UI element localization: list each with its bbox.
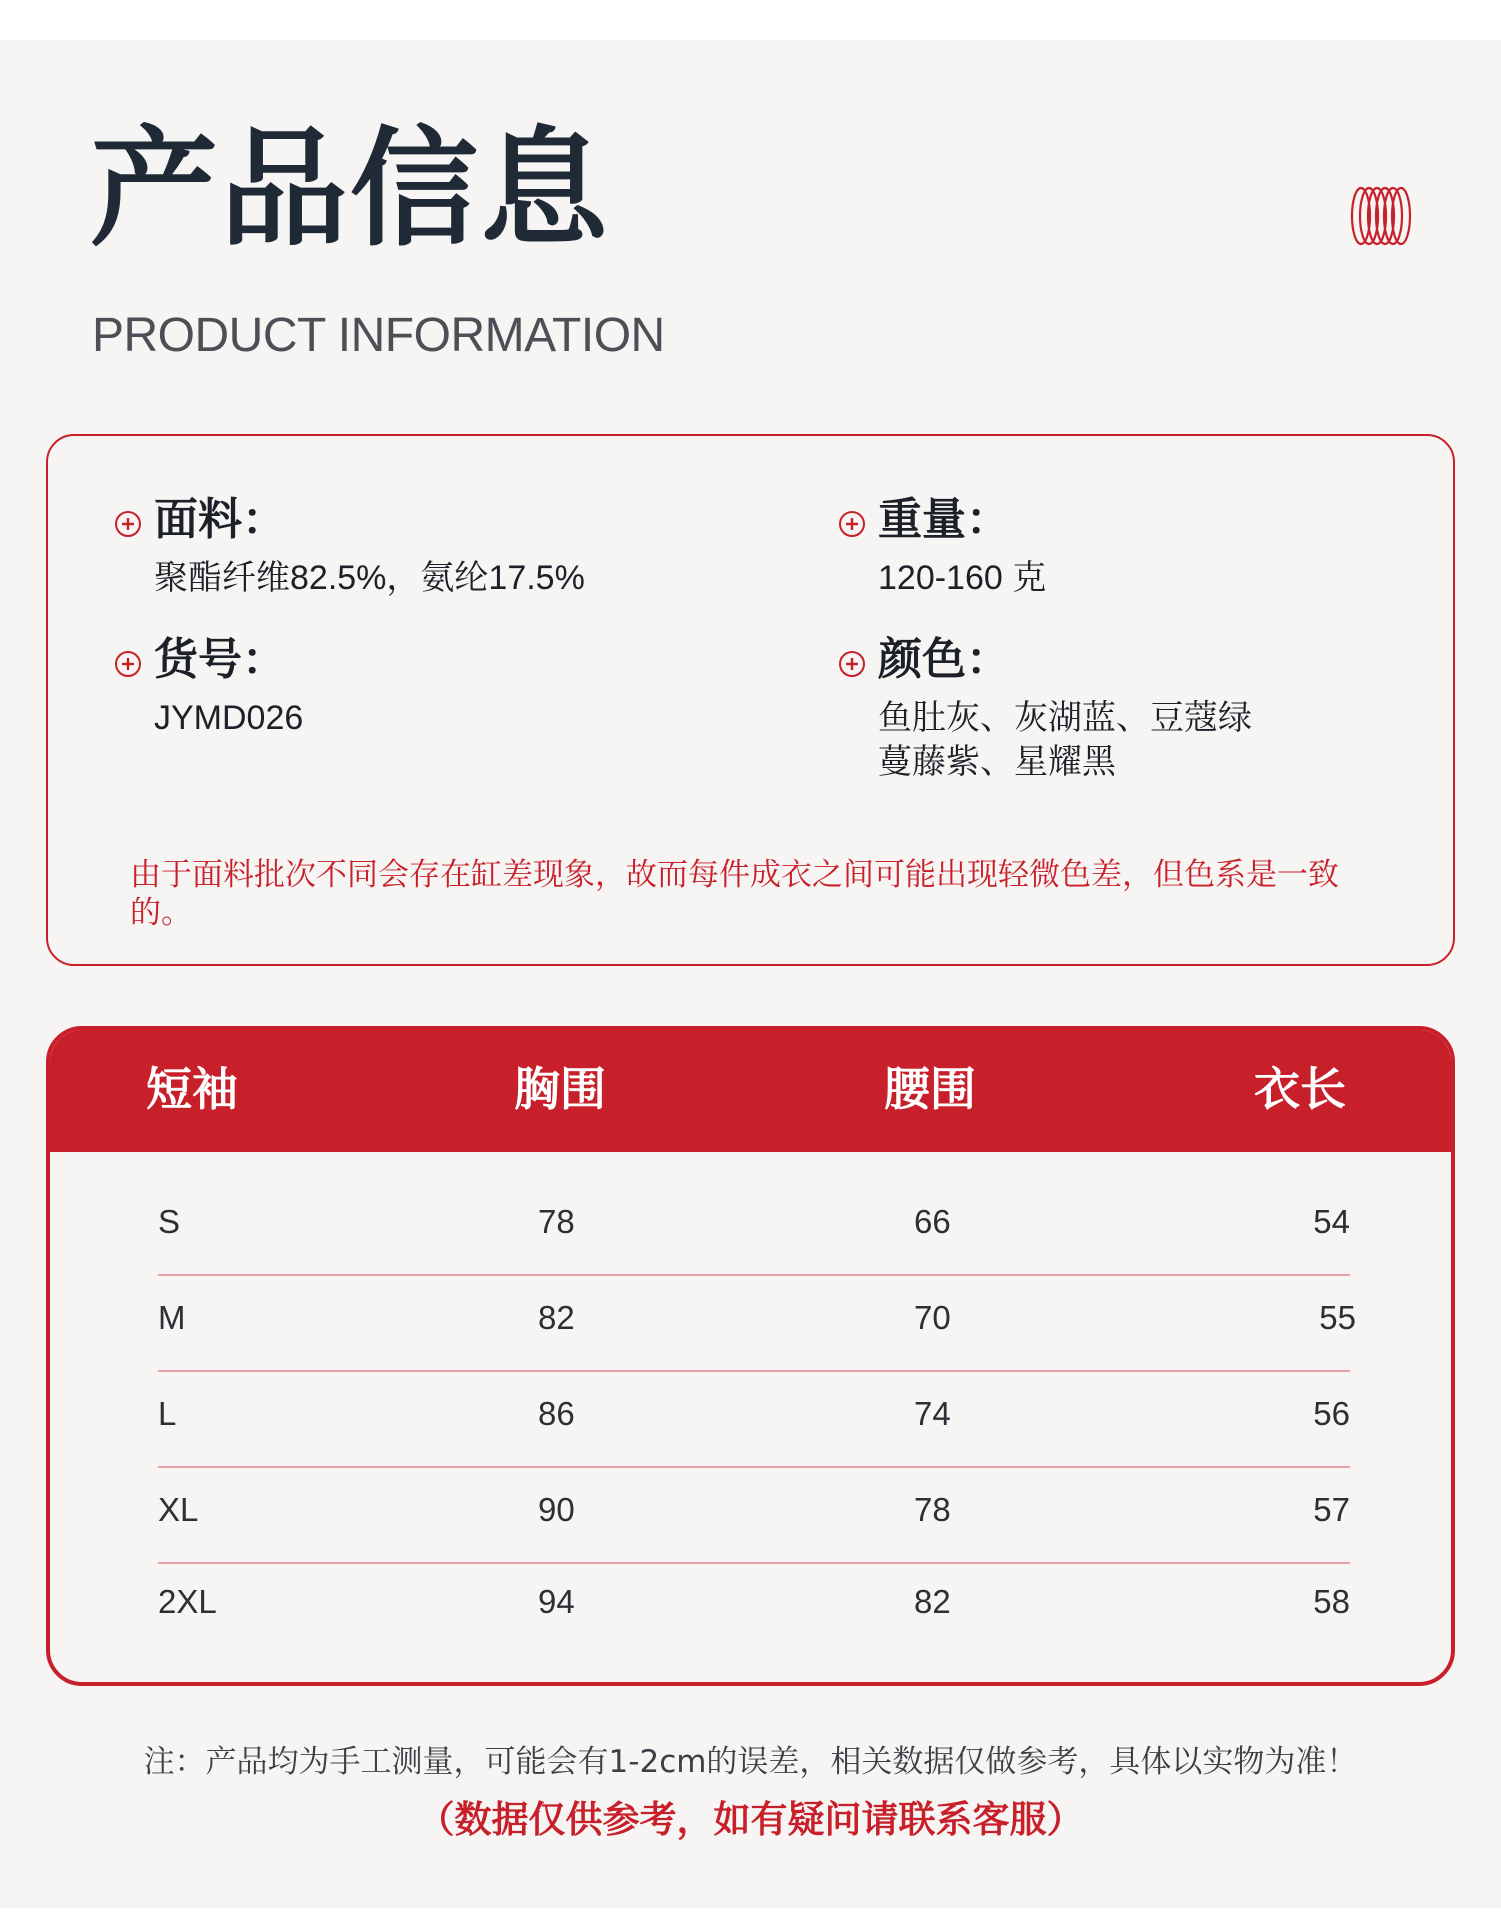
product-info-card: [46, 434, 1455, 966]
plus-circle-icon: [838, 650, 866, 678]
color-value-line-1: 鱼肚灰、灰湖蓝、豆蔻绿: [878, 699, 1252, 737]
sku-label: 货号：: [154, 634, 286, 685]
measurement-note: 注：产品均为手工测量，可能会有1-2cm的误差，相关数据仅做参考，具体以实物为准！: [143, 1744, 1358, 1780]
table-cell: 54: [1313, 1203, 1350, 1240]
header-cell-size: 短袖: [146, 1062, 238, 1116]
plus-circle-icon: [114, 510, 142, 538]
table-row: [158, 1560, 1350, 1656]
weight-value: 120-160 克: [878, 559, 1047, 597]
table-cell: S: [158, 1203, 181, 1240]
color-value-line-2: 蔓藤紫、星耀黑: [878, 743, 1116, 781]
size-table-header: [50, 1030, 1451, 1152]
plus-circle-icon: [114, 650, 142, 678]
color-difference-notice: 由于面料批次不同会存在缸差现象，故而每件成衣之间可能出现轻微色差，但色系是一致的。: [130, 857, 1339, 931]
table-row: [158, 1468, 1350, 1564]
color-value: [878, 696, 1252, 784]
table-cell: 90: [538, 1491, 575, 1528]
table-cell: 66: [914, 1203, 951, 1240]
rings-icon: [1350, 185, 1412, 247]
table-cell: 78: [538, 1203, 575, 1240]
color-label: 颜色：: [878, 634, 1010, 685]
table-cell: 56: [1313, 1395, 1350, 1432]
size-table: [46, 1026, 1455, 1686]
table-cell: 2XL: [158, 1583, 217, 1620]
header-cell-waist: 腰围: [884, 1062, 976, 1116]
table-cell: XL: [158, 1491, 199, 1528]
table-cell: 57: [1313, 1491, 1350, 1528]
table-cell: 82: [538, 1299, 575, 1336]
fabric-label: 面料：: [154, 494, 286, 545]
table-cell: 86: [538, 1395, 575, 1432]
table-cell: 82: [914, 1583, 951, 1620]
table-cell: 94: [538, 1583, 575, 1620]
table-row: [158, 1180, 1350, 1276]
fabric-value: 聚酯纤维82.5%，氨纶17.5%: [154, 559, 585, 597]
table-cell: L: [158, 1395, 177, 1432]
table-row: [158, 1276, 1356, 1372]
table-cell: 58: [1313, 1583, 1350, 1620]
sku-value: JYMD026: [154, 699, 304, 737]
weight-label: 重量：: [878, 494, 1010, 545]
header-cell-length: 衣长: [1254, 1062, 1346, 1116]
table-cell: 55: [1319, 1299, 1356, 1336]
page-title: 产品信息: [90, 115, 611, 264]
table-cell: 78: [914, 1491, 951, 1528]
page-subtitle: PRODUCT INFORMATION: [92, 309, 665, 362]
header-cell-chest: 胸围: [514, 1062, 606, 1116]
contact-note: （数据仅供参考，如有疑问请联系客服）: [417, 1798, 1084, 1841]
table-cell: 74: [914, 1395, 951, 1432]
table-row: [158, 1372, 1350, 1468]
plus-circle-icon: [838, 510, 866, 538]
table-cell: 70: [914, 1299, 951, 1336]
table-cell: M: [158, 1299, 186, 1336]
